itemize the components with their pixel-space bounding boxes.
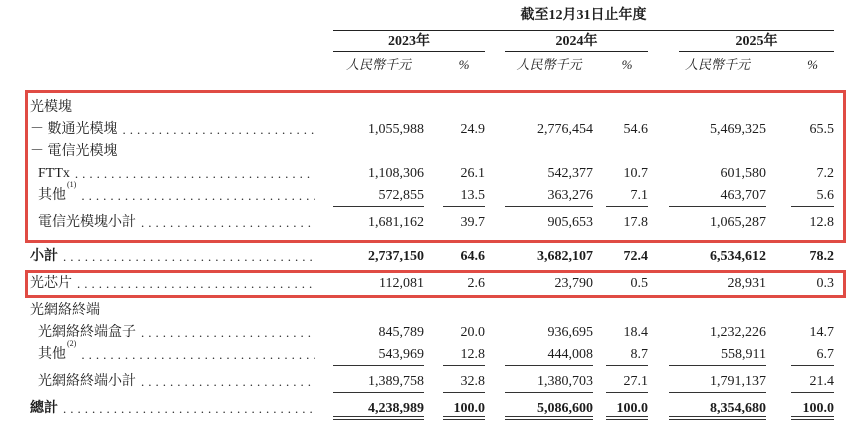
row-datacom-optical-modules (30, 119, 834, 141)
row-subtotal (30, 246, 834, 268)
dot-leader (141, 322, 315, 344)
row-others-1 (30, 180, 834, 207)
year-header-row (333, 31, 834, 52)
table-period-title: 截至12月31日止年度 (520, 8, 647, 23)
others-2-label-text: 其他 (38, 347, 66, 362)
telecom-optical-modules-subtotal-value-p25: 12.8 (809, 215, 834, 230)
row-telecom-optical-modules-subtotal (30, 212, 834, 234)
optical-modules-section-label (30, 97, 333, 119)
optical-network-terminals-section-empty-a23 (333, 300, 424, 322)
subtotal-value-p23: 64.6 (460, 249, 485, 264)
optical-network-terminals-section-empty-p24 (606, 300, 648, 322)
optical-chips-label (30, 273, 333, 295)
optical-chips-value-p25: 0.3 (816, 276, 834, 291)
total-value-a25: 8,354,680 (669, 398, 766, 420)
subtotal-value-a23: 2,737,150 (368, 249, 424, 264)
optical-modules-section-empty-a23 (333, 97, 424, 119)
optical-network-terminal-boxes-value-a24: 936,695 (547, 325, 593, 340)
total-label-text: 總計 (30, 401, 58, 416)
total-label (30, 398, 333, 420)
dot-leader (63, 246, 315, 268)
dot-leader (141, 371, 315, 393)
optical-network-terminal-boxes-value-a25: 1,232,226 (710, 325, 766, 340)
row-total (30, 398, 834, 420)
optical-modules-section-empty-p25 (791, 97, 834, 119)
optical-chips-label-text: 光芯片 (30, 276, 72, 291)
subtotal-label (30, 246, 333, 268)
optical-chips-value-a25: 28,931 (727, 276, 766, 291)
fttx-value-p25: 7.2 (816, 166, 834, 181)
optical-chips-value-p23: 2.6 (467, 276, 485, 291)
optical-chips-value-a24: 23,790 (554, 276, 593, 291)
telecom-optical-modules-section-empty-p24 (606, 141, 648, 163)
telecom-optical-modules-subtotal-value-a23: 1,681,162 (368, 215, 424, 230)
optical-network-terminals-subtotal-value-a23: 1,389,758 (333, 371, 424, 393)
pct-header-2023: % (458, 57, 470, 72)
unit-header-row (30, 52, 834, 76)
dot-leader (77, 273, 315, 295)
telecom-optical-modules-section-empty-a24 (505, 141, 593, 163)
unit-header-2024: 人民幣千元 (516, 57, 582, 72)
subtotal-value-p25: 78.2 (809, 249, 834, 264)
others-1-value-p25: 5.6 (791, 185, 834, 207)
fttx-value-a23: 1,108,306 (368, 166, 424, 181)
label-column-spacer (30, 52, 333, 76)
year-header-2023: 2023年 (333, 31, 485, 52)
unit-header-2023: 人民幣千元 (345, 57, 411, 72)
datacom-optical-modules-label-text: － 數通光模塊 (30, 122, 118, 137)
total-value-p25: 100.0 (791, 398, 834, 420)
datacom-optical-modules-label (30, 119, 333, 141)
optical-network-terminals-subtotal-value-a25: 1,791,137 (669, 371, 766, 393)
optical-network-terminals-subtotal-value-p23: 32.8 (443, 371, 485, 393)
others-1-value-a25: 463,707 (669, 185, 766, 207)
fttx-value-p24: 10.7 (623, 166, 648, 181)
subtotal-label-text: 小計 (30, 249, 58, 264)
year-header-2024: 2024年 (505, 31, 648, 52)
optical-network-terminals-section-empty-a24 (505, 300, 593, 322)
optical-network-terminals-section-empty-a25 (669, 300, 766, 322)
total-value-a23: 4,238,989 (333, 398, 424, 420)
dot-leader (81, 344, 315, 366)
optical-modules-section-empty-p24 (606, 97, 648, 119)
total-value-p24: 100.0 (606, 398, 648, 420)
optical-network-terminals-section-empty-p23 (443, 300, 485, 322)
others-1-footnote-ref: (1) (67, 180, 77, 189)
optical-network-terminal-boxes-value-a23: 845,789 (378, 325, 424, 340)
total-value-a24: 5,086,600 (505, 398, 593, 420)
datacom-optical-modules-value-p23: 24.9 (460, 122, 485, 137)
others-2-value-a23: 543,969 (333, 344, 424, 366)
fttx-label-text: FTTx (38, 166, 70, 181)
telecom-optical-modules-subtotal-label (30, 212, 333, 234)
others-1-label (30, 180, 333, 207)
others-1-value-p23: 13.5 (443, 185, 485, 207)
row-telecom-optical-modules-section (30, 141, 834, 163)
others-1-value-a23: 572,855 (333, 185, 424, 207)
others-1-label-text: 其他 (38, 188, 66, 203)
telecom-optical-modules-section-empty-a25 (669, 141, 766, 163)
optical-modules-section-empty-a25 (669, 97, 766, 119)
telecom-optical-modules-subtotal-value-p23: 39.7 (460, 215, 485, 230)
fttx-value-a25: 601,580 (720, 166, 766, 181)
others-1-value-a24: 363,276 (505, 185, 593, 207)
row-optical-network-terminals-section (30, 300, 834, 322)
subtotal-value-a24: 3,682,107 (537, 249, 593, 264)
telecom-optical-modules-subtotal-value-p24: 17.8 (623, 215, 648, 230)
datacom-optical-modules-value-a23: 1,055,988 (368, 122, 424, 137)
highlight-box-optical-modules (25, 90, 846, 243)
others-2-label (30, 339, 333, 366)
optical-network-terminals-subtotal-label-text: 光網絡終端小計 (38, 374, 136, 389)
row-optical-network-terminals-subtotal (30, 371, 834, 393)
telecom-optical-modules-section-label-text: － 電信光模塊 (30, 144, 118, 159)
others-2-value-a24: 444,008 (505, 344, 593, 366)
unit-header-2025: 人民幣千元 (684, 57, 750, 72)
others-2-footnote-ref: (2) (67, 339, 77, 348)
highlight-box-optical-chips (25, 270, 846, 298)
subtotal-value-a25: 6,534,612 (710, 249, 766, 264)
others-2-value-p25: 6.7 (791, 344, 834, 366)
subtotal-value-p24: 72.4 (623, 249, 648, 264)
optical-network-terminals-subtotal-value-p24: 27.1 (606, 371, 648, 393)
fttx-value-p23: 26.1 (460, 166, 485, 181)
datacom-optical-modules-value-p25: 65.5 (809, 122, 834, 137)
optical-network-terminals-subtotal-label (30, 371, 333, 393)
datacom-optical-modules-value-p24: 54.6 (623, 122, 648, 137)
dot-leader (81, 185, 315, 207)
dot-leader (75, 163, 315, 185)
fttx-value-a24: 542,377 (547, 166, 593, 181)
total-value-p23: 100.0 (443, 398, 485, 420)
row-others-2 (30, 339, 834, 366)
row-fttx (30, 163, 834, 185)
optical-network-terminals-subtotal-value-p25: 21.4 (791, 371, 834, 393)
optical-chips-value-a23: 112,081 (379, 276, 424, 291)
optical-network-terminals-subtotal-value-a24: 1,380,703 (505, 371, 593, 393)
telecom-optical-modules-section-empty-a23 (333, 141, 424, 163)
telecom-optical-modules-subtotal-value-a25: 1,065,287 (710, 215, 766, 230)
optical-modules-section-label-text: 光模塊 (30, 100, 72, 115)
others-1-value-p24: 7.1 (606, 185, 648, 207)
telecom-optical-modules-subtotal-label-text: 電信光模塊小計 (38, 215, 136, 230)
optical-network-terminal-boxes-value-p24: 18.4 (623, 325, 648, 340)
dot-leader (141, 212, 315, 234)
optical-chips-value-p24: 0.5 (630, 276, 648, 291)
pct-header-2025: % (807, 57, 818, 72)
datacom-optical-modules-value-a24: 2,776,454 (537, 122, 593, 137)
others-2-value-a25: 558,911 (669, 344, 766, 366)
datacom-optical-modules-value-a25: 5,469,325 (710, 122, 766, 137)
telecom-optical-modules-section-empty-p23 (443, 141, 485, 163)
subtotal-row-container (30, 246, 834, 268)
telecom-optical-modules-subtotal-value-a24: 905,653 (547, 215, 593, 230)
others-2-value-p23: 12.8 (443, 344, 485, 366)
optical-network-terminal-boxes-label-text: 光網絡終端盒子 (38, 325, 136, 340)
lower-rows-container (30, 300, 834, 420)
row-optical-chips (30, 273, 834, 295)
telecom-optical-modules-section-empty-p25 (791, 141, 834, 163)
optical-network-terminals-section-label-text: 光網絡終端 (30, 303, 100, 318)
telecom-optical-modules-section-label (30, 141, 333, 163)
revenue-breakdown-table (30, 8, 834, 420)
dot-leader (63, 398, 315, 420)
optical-network-terminal-boxes-value-p25: 14.7 (809, 325, 834, 340)
optical-network-terminals-section-label (30, 300, 333, 322)
year-header-2025: 2025年 (679, 31, 834, 52)
optical-network-terminals-section-empty-p25 (791, 300, 834, 322)
dot-leader (123, 119, 316, 141)
pct-header-2024: % (621, 57, 633, 72)
optical-modules-section-empty-p23 (443, 97, 485, 119)
row-optical-modules-section (30, 97, 834, 119)
row-optical-network-terminal-boxes (30, 322, 834, 344)
others-2-value-p24: 8.7 (606, 344, 648, 366)
optical-network-terminal-boxes-value-p23: 20.0 (460, 325, 485, 340)
optical-modules-section-empty-a24 (505, 97, 593, 119)
